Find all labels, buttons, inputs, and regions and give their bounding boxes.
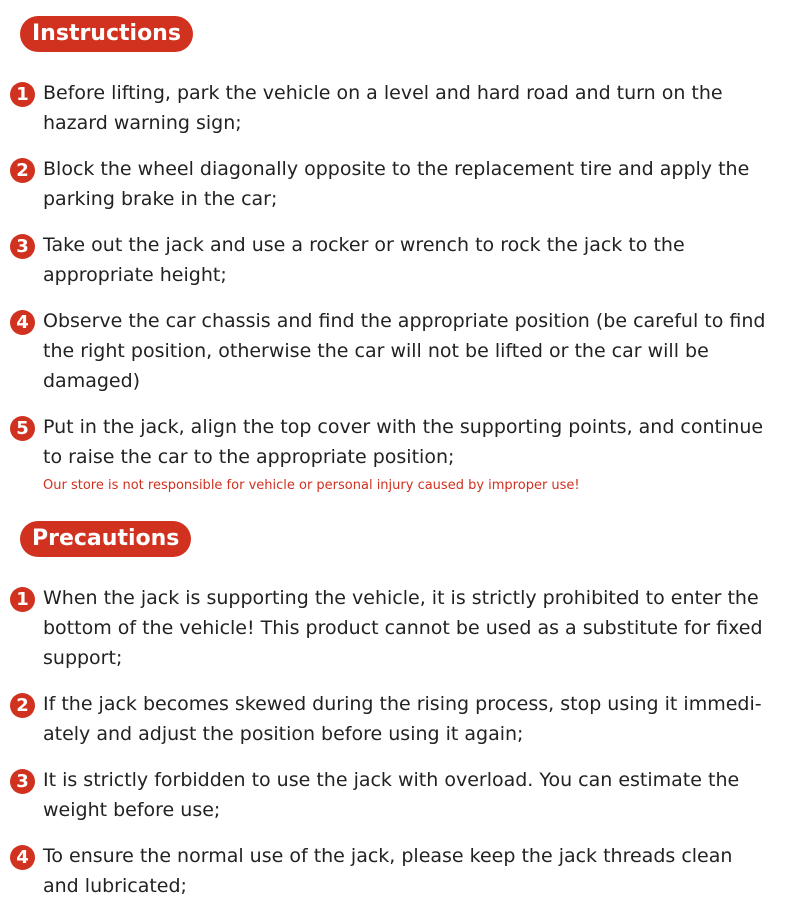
- step-number-badge: 1: [10, 82, 35, 107]
- step-number-badge: 3: [10, 769, 35, 794]
- precaution-text: To ensure the normal use of the jack, please keep the jack threads clean and lubricated;: [43, 845, 733, 897]
- instruction-text: Observe the car chassis and find the appropriate position (be careful to find the right position, otherwise the car will not be lifted or the car will be damaged): [43, 310, 766, 392]
- liability-note: Our store is not responsible for vehicle or personal injury caused by improper use!: [43, 478, 580, 493]
- instruction-text: Put in the jack, align the top cover with the supporting points, and continue to raise the car to the appropriate position;: [43, 416, 764, 468]
- step-number-badge: 2: [10, 693, 35, 718]
- precautions-heading: Precautions: [20, 521, 191, 557]
- step-number-badge: 5: [10, 416, 35, 441]
- instruction-text: Block the wheel diagonally opposite to the replacement tire and apply the parking brake in the car;: [43, 158, 750, 210]
- instruction-text: Before lifting, park the vehicle on a level and hard road and turn on the hazard warning sign;: [43, 82, 723, 134]
- precaution-text: When the jack is supporting the vehicle, it is strictly prohibited to enter the bottom of the vehicle! This product cannot be used as a substitute for fixed support;: [43, 587, 763, 669]
- step-number-badge: 1: [10, 587, 35, 612]
- step-number-badge: 4: [10, 310, 35, 335]
- instructions-heading: Instructions: [20, 16, 193, 52]
- instruction-text: Take out the jack and use a rocker or wrench to rock the jack to the appropriate height;: [43, 234, 685, 286]
- precaution-text: It is strictly forbidden to use the jack with overload. You can estimate the weight before use;: [43, 769, 740, 821]
- step-number-badge: 2: [10, 158, 35, 183]
- precaution-text: If the jack becomes skewed during the rising process, stop using it immedi-ately and adjust the position before using it again;: [43, 693, 762, 745]
- step-number-badge: 4: [10, 845, 35, 870]
- step-number-badge: 3: [10, 234, 35, 259]
